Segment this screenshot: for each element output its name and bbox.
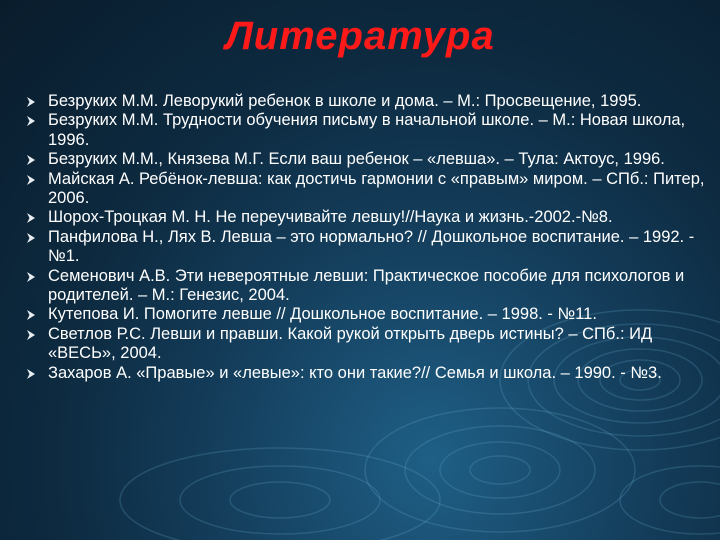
list-item bbox=[26, 325, 712, 364]
page-title: Литература bbox=[225, 14, 495, 58]
reference-text: Безруких М.М. Трудности обучения письму в начальной школе. – М.: Новая школа, 1996. bbox=[48, 111, 686, 149]
reference-text: Семенович А.В. Эти невероятные левши: Практическое пособие для психологов и родителей. – М.: Генезис, 2004. bbox=[48, 266, 685, 305]
arrowhead-bullet-icon bbox=[26, 369, 36, 379]
reference-text: Безруких М.М., Князева М.Г. Если ваш ребенок – «левша». – Тула: Актоус, 1996. bbox=[48, 150, 665, 169]
list-item bbox=[26, 267, 712, 306]
list-item bbox=[26, 170, 712, 209]
arrowhead-bullet-icon bbox=[26, 272, 36, 282]
arrowhead-bullet-icon bbox=[26, 310, 36, 320]
reference-text: Панфилова Н., Лях В. Левша – это нормально? // Дошкольное воспитание. – 1992. - №1. bbox=[48, 227, 695, 266]
reference-text: Безруких М.М. Леворукий ребенок в школе и дома. – М.: Просвещение, 1995. bbox=[48, 92, 642, 110]
arrowhead-bullet-icon bbox=[26, 213, 36, 223]
list-item bbox=[26, 92, 712, 111]
list-item bbox=[26, 150, 712, 169]
reference-text: Кутепова И. Помогите левше // Дошкольное воспитание. – 1998. - №11. bbox=[48, 305, 597, 324]
list-item bbox=[26, 228, 712, 267]
reference-text: Захаров А. «Правые» и «левые»: кто они такие?// Семья и школа. – 1990. - №3. bbox=[48, 363, 662, 382]
arrowhead-bullet-icon bbox=[26, 330, 36, 340]
arrowhead-bullet-icon bbox=[26, 116, 36, 126]
reference-text: Майская А. Ребёнок-левша: как достичь гармонии с «правым» миром. – СПб.: Питер, 2006. bbox=[48, 169, 705, 208]
reference-text: Светлов Р.С. Левши и правши. Какой рукой открыть дверь истины? – СПб.: ИД «ВЕСЬ», 2004. bbox=[48, 324, 653, 363]
list-item bbox=[26, 208, 712, 227]
reference-list bbox=[26, 92, 712, 383]
list-item bbox=[26, 364, 712, 383]
arrowhead-bullet-icon bbox=[26, 175, 36, 185]
reference-text: Шорох-Троцкая М. Н. Не переучивайте левшу!//Наука и жизнь.-2002.-№8. bbox=[48, 208, 613, 227]
list-item bbox=[26, 111, 712, 150]
arrowhead-bullet-icon bbox=[26, 155, 36, 165]
arrowhead-bullet-icon bbox=[26, 97, 36, 107]
list-item bbox=[26, 305, 712, 324]
arrowhead-bullet-icon bbox=[26, 233, 36, 243]
